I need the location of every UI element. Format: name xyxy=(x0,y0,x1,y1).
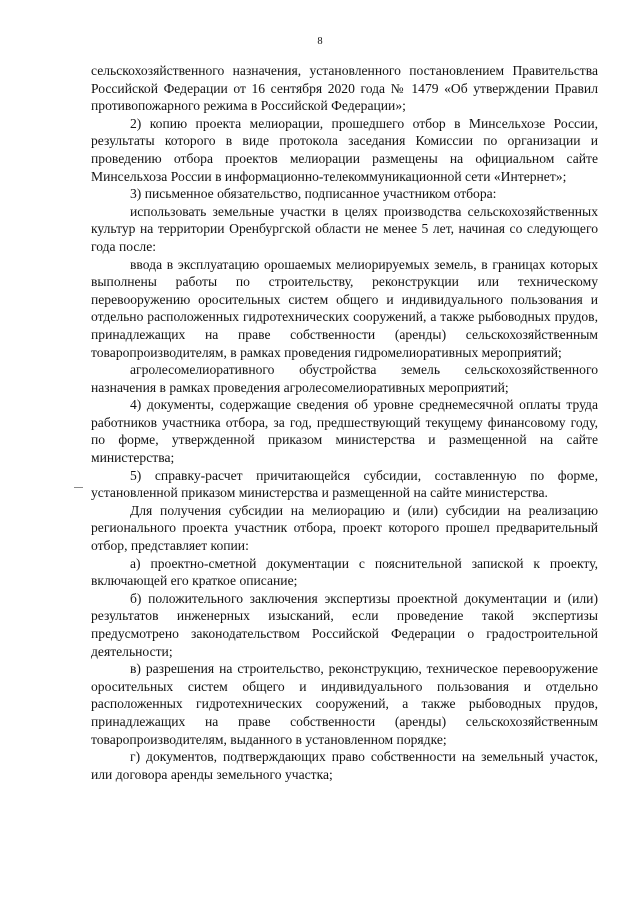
paragraph-item-5: 5) справку-расчет причитающейся субсидии, составленную по форме, установленной приказом министерства и размещенной на сайте министерства. xyxy=(91,467,598,501)
paragraph-item-4: 4) документы, содержащие сведения об уровне среднемесячной оплаты труда работников участника отбора, за год, предшествующий текущему финансовому году, по форме, утвержденной приказом министерства и размещенной на сайте министерства; xyxy=(91,397,598,466)
paragraph-agroforestry: агролесомелиоративного обустройства земель сельскохозяйственного назначения в рамках проведения агролесомелиоративных мероприятий; xyxy=(91,362,598,395)
paragraph-irrigated-lands: ввода в эксплуатацию орошаемых мелиорируемых земель, в границах которых выполнены работы по строительству, реконструкции или техническому перевооружению оросительных систем общего и индивидуального пользования и отдельно расположенных гидротехнических сооружений, а также рыбоводных прудов, принадлежащих на праве собственности (аренды) сельскохозяйственным товаропроизводителям, в рамках проведения гидромелиоративных мероприятий; xyxy=(91,256,598,360)
paragraph-copy-a: а) проектно-сметной документации с пояснительной запиской к проекту, включающей его краткое описание; xyxy=(91,555,598,589)
page-number: 8 xyxy=(317,36,323,47)
scan-mark xyxy=(74,487,83,488)
paragraph-copy-g: г) документов, подтверждающих право собственности на земельный участок, или договора аренды земельного участка; xyxy=(91,749,598,782)
paragraph-item-3: 3) письменное обязательство, подписанное участником отбора: xyxy=(130,186,497,202)
paragraph-copy-b: б) положительного заключения экспертизы проектной документации и (или) результатов инженерных изысканий, если проведение такой экспертизы предусмотрено законодательством Российской Федерации о градостроительной деятельности; xyxy=(91,590,598,659)
paragraph-item-2: 2) копию проекта мелиорации, прошедшего отбор в Минсельхозе России, результаты которого в виде протокола заседания Комиссии по организации и проведению отбора проектов мелиорации размещены на официальном сайте Минсельхоза России в информационно-телекоммуникационной сети «Интернет»; xyxy=(91,115,598,184)
document-body xyxy=(91,62,598,783)
paragraph-copy-v: в) разрешения на строительство, реконструкцию, техническое перевооружение оросительных систем общего и индивидуального пользования и отдельно расположенных гидротехнических сооружений, а также рыбоводных прудов, принадлежащих на праве собственности (аренды) сельскохозяйственным товаропроизводителям, выданного в установленном порядке; xyxy=(91,661,598,747)
paragraph-copies-intro: Для получения субсидии на мелиорацию и (или) субсидии на реализацию регионального проекта участник отбора, проект которого прошел предварительный отбор, представляет копии: xyxy=(91,502,598,554)
paragraph-continuation: сельскохозяйственного назначения, установленного постановлением Правительства Российской Федерации от 16 сентября 2020 года № 1479 «Об утверждении Правил противопожарного режима в Российской Федерации»; xyxy=(91,63,598,114)
paragraph-obligation: использовать земельные участки в целях производства сельскохозяйственных культур на территории Оренбургской области не менее 5 лет, начиная со следующего года после: xyxy=(91,203,598,254)
